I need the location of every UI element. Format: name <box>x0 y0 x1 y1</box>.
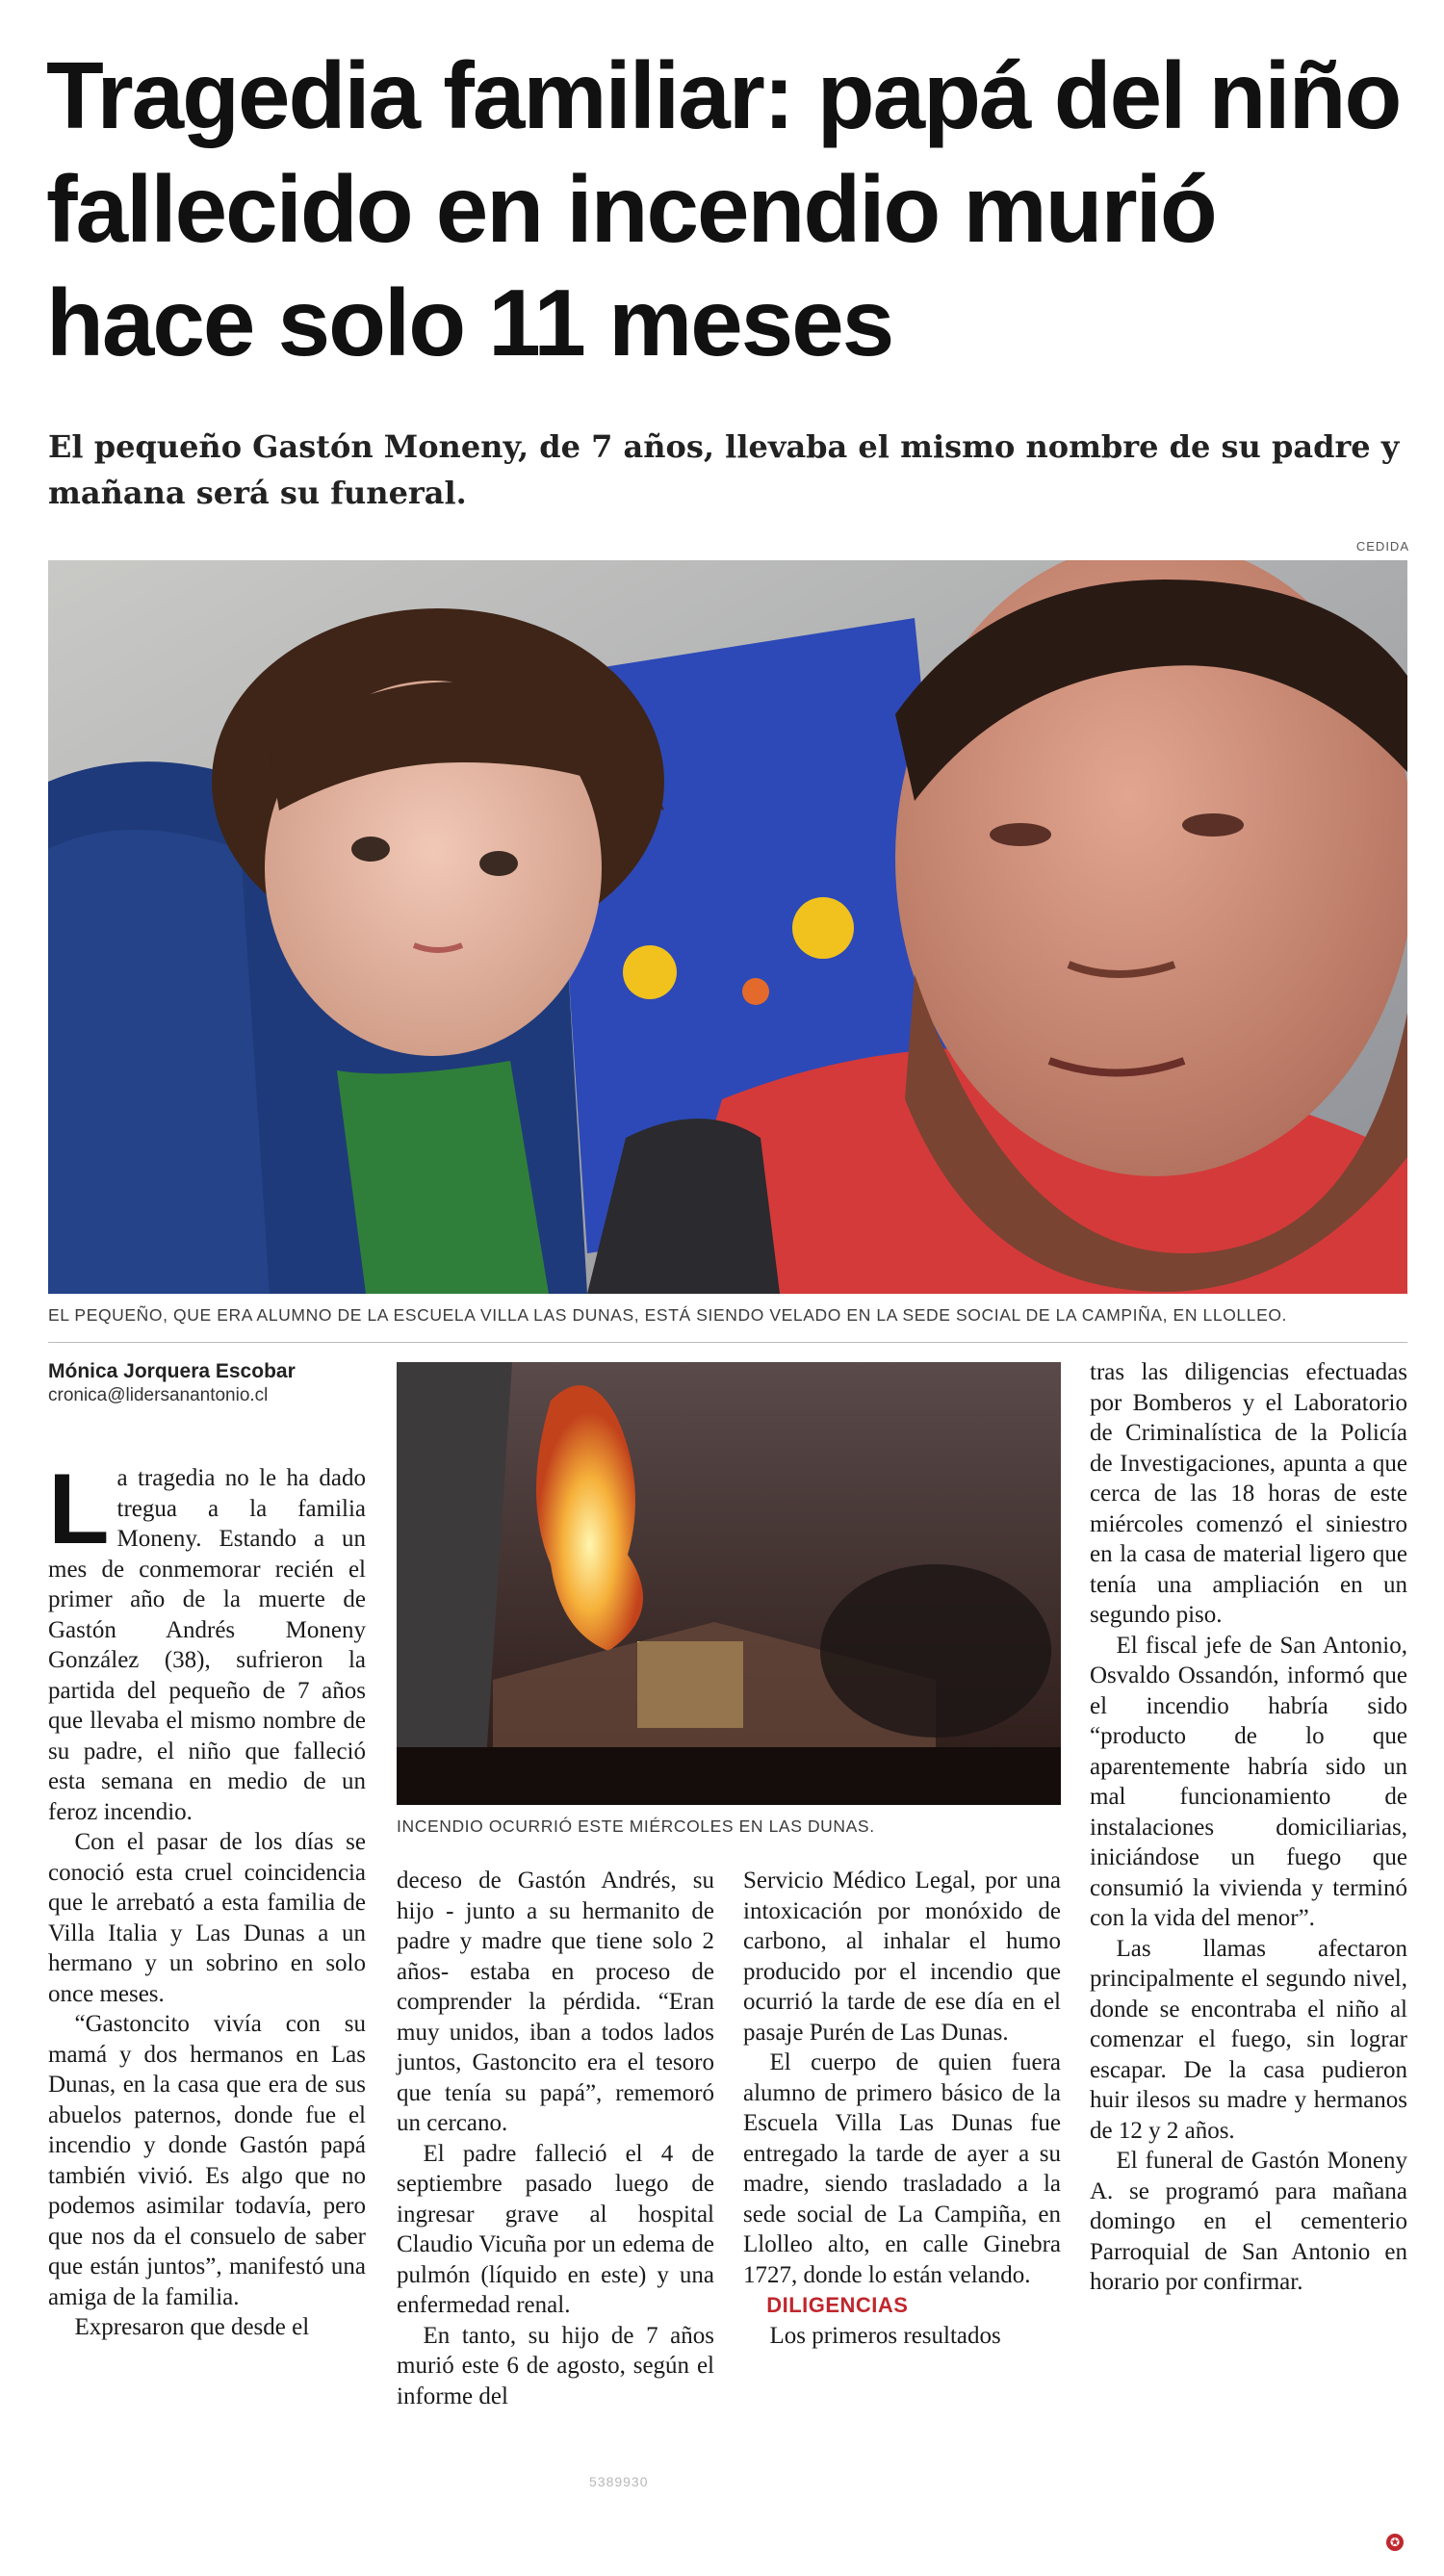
paragraph: Las llamas afectaron principalmente el segundo nivel, donde se encontraba el niño al comenzar el fuego, sin lograr escapar. De la casa pudieron huir ilesos su madre y hermanos de 12 y 2 años. <box>1090 1935 1407 2144</box>
paragraph: Con el pasar de los días se conoció esta cruel coincidencia que le arrebató a esta familia de Villa Italia y Las Dunas a un hermano y un sobrino en solo once meses. <box>48 1829 366 2007</box>
divider <box>48 1342 1407 1343</box>
column-3 <box>743 1866 1061 2351</box>
paragraph: “Gastoncito vivía con su mamá y dos hermanos en Las Dunas, en la casa que era de sus abuelos paternos, donde fue el incendio y donde Gastón papá también vivió. Es algo que no podemos asimilar todavía, pero que nos da el consuelo de saber que están juntos”, manifestó una amiga de la familia. <box>48 2011 366 2310</box>
column-1 <box>48 1454 366 2343</box>
byline-email[interactable]: cronica@lidersanantonio.cl <box>48 1385 269 1405</box>
fire-photo-caption: INCENDIO OCURRIÓ ESTE MIÉRCOLES EN LAS DUNAS. <box>397 1816 875 1836</box>
paragraph: El padre falleció el 4 de septiembre pasado luego de ingresar grave al hospital Claudio Vicuña por un edema de pulmón (líquido en este) y una enfermedad renal. <box>397 2140 714 2318</box>
main-photo <box>48 560 1407 1294</box>
fire-photo-image <box>397 1362 1061 1805</box>
photo-credit: CEDIDA <box>1355 539 1409 554</box>
paragraph: deceso de Gastón Andrés, su hijo - junto a su hermanito de padre y madre que tiene solo 2 años- estaba en proceso de comprender la pérdida. “Eran muy unidos, iban a todos lados juntos, Gastoncito era el tesoro que tenía su papá”, rememoró un cercano. <box>397 1868 714 2136</box>
paragraph: Expresaron que desde el <box>74 2314 310 2340</box>
paragraph: El fiscal jefe de San Antonio, Osvaldo Ossandón, informó que el incendio habría sido “producto de lo que aparentemente habría sido un mal funcionamiento de instalaciones domiciliarias, iniciándose un fuego que consumió la vivienda y terminó con la vida del menor”. <box>1090 1632 1407 1931</box>
main-photo-caption: EL PEQUEÑO, QUE ERA ALUMNO DE LA ESCUELA VILLA LAS DUNAS, ESTÁ SIENDO VELADO EN LA SEDE SOCIAL DE LA CAMPIÑA, EN LLOLLEO. <box>48 1305 1288 1325</box>
drop-cap: L <box>48 1454 110 1565</box>
headline: Tragedia familiar: papá del niño fallecido en incendio murió hace solo 11 meses <box>46 42 1401 375</box>
subheadline: El pequeño Gastón Moneny, de 7 años, llevaba el mismo nombre de su padre y mañana será su funeral. <box>48 428 1400 511</box>
lead-text: a tragedia no le ha dado tregua a la familia Moneny. Estando a un mes de conmemorar recién el primer año de la muerte de Gastón Andrés Moneny González (38), sufrieron la partida del pequeño de 7 años que llevaba el mismo nombre de su padre, el niño que falleció esta semana en medio de un feroz incendio. <box>48 1465 366 1825</box>
byline <box>48 1359 366 1407</box>
end-of-article-icon: ✪ <box>1386 2534 1404 2551</box>
fire-photo <box>397 1362 1061 1805</box>
lead-paragraph <box>48 1454 366 1827</box>
paragraph: Servicio Médico Legal, por una intoxicación por monóxido de carbono, al inhalar el humo producido por el incendio que ocurrió la tarde de ese día en el pasaje Purén de Las Dunas. <box>743 1868 1061 2046</box>
watermark-number: 5389930 <box>589 2474 649 2489</box>
selfie-photo-image <box>48 560 1407 1294</box>
paragraph: Los primeros resultados <box>769 2322 1001 2349</box>
byline-author: Mónica Jorquera Escobar <box>48 1360 296 1382</box>
paragraph: El cuerpo de quien fuera alumno de primero básico de la Escuela Villa Las Dunas fue entregado la tarde de ayer a su madre, siendo trasladado a la sede social de La Campiña, en Llolleo alto, en calle Ginebra 1727, donde lo están velando. <box>743 2049 1061 2288</box>
column-4 <box>1090 1357 1407 2298</box>
paragraph: El funeral de Gastón Moneny A. se programó para mañana domingo en el cementerio Parroquial de San Antonio en horario por confirmar. <box>1090 2148 1407 2295</box>
column-2 <box>397 1866 714 2411</box>
paragraph: En tanto, su hijo de 7 años murió este 6 de agosto, según el informe del <box>397 2322 714 2409</box>
section-heading: DILIGENCIAS <box>766 2293 909 2317</box>
paragraph: tras las diligencias efectuadas por Bomberos y el Laboratorio de Criminalística de la Policía de Investigaciones, apunta a que cerca de las 18 horas de este miércoles comenzó el siniestro en la casa de material ligero que tenía una ampliación en un segundo piso. <box>1090 1359 1407 1628</box>
